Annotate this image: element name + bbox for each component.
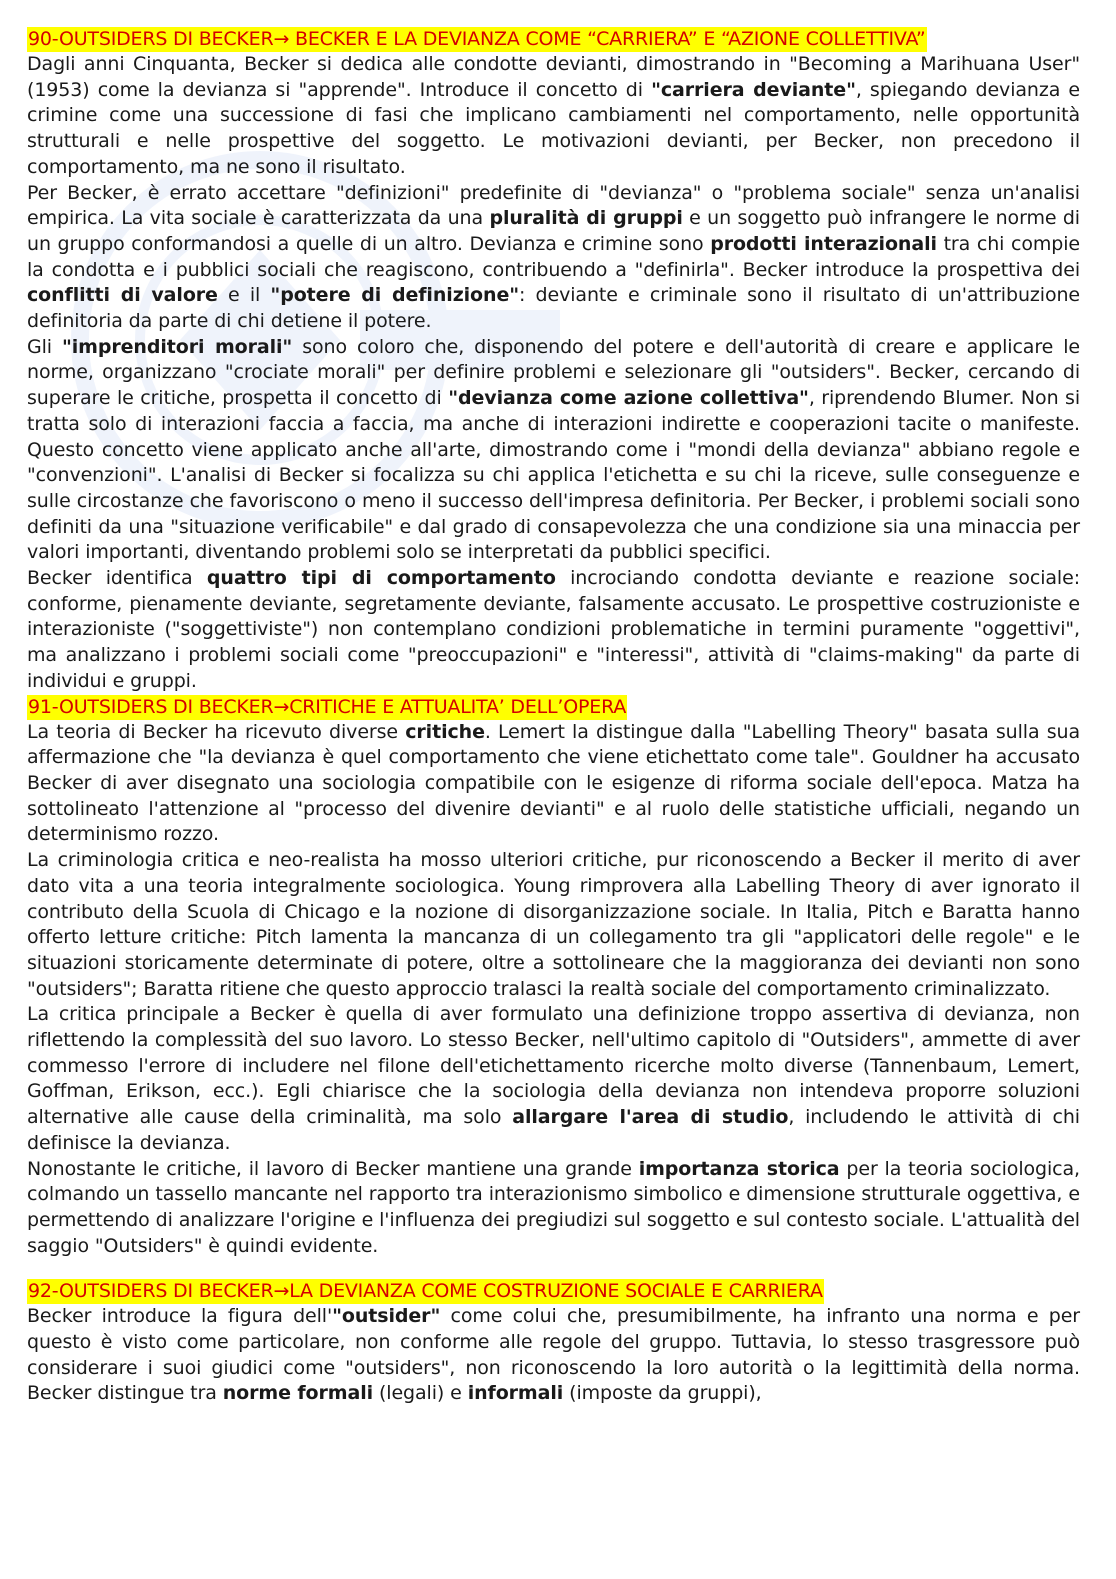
text-run: (imposte da gruppi), xyxy=(563,1382,762,1405)
bold-term: "carriera deviante" xyxy=(651,78,856,101)
text-run: Dagli anni Cinquanta, Becker si dedica alle condotte devianti, dimostrando in "Becoming a Marihuana User" (1953) come la devianza si "apprende". Introduce il concetto di xyxy=(27,53,1080,101)
section-heading-row xyxy=(27,27,1080,52)
bold-term: pluralità di gruppi xyxy=(489,207,683,230)
text-run: Becker identifica xyxy=(27,567,207,590)
text-run: , spiegando devianza e crimine come una successione di fasi che implicano cambiamenti nel comportamento, nelle opportunità strutturali e nelle prospettive del soggetto. Le motivazioni devianti, per Becker, non precedono il comportamento, ma ne sono il risultato. xyxy=(27,78,1080,178)
document-page xyxy=(27,27,1080,1407)
body-paragraph xyxy=(27,335,1080,566)
body-paragraph xyxy=(27,181,1080,335)
bold-term: "outsider" xyxy=(332,1305,441,1328)
bold-term: "devianza come azione collettiva" xyxy=(448,387,809,410)
bold-term: informali xyxy=(467,1382,564,1405)
text-run: La teoria di Becker ha ricevuto diverse xyxy=(27,720,406,743)
text-run: La critica principale a Becker è quella di aver formulato una definizione troppo assertiva di devianza, non riflettendo la complessità del suo lavoro. Lo stesso Becker, nell'ultimo capitolo di "Outsiders", ammette di aver commesso l'errore di includere nel filone dell'etichettamento ricerche molto diverse (Tannenbaum, Lemert, Goffman, Erikson, ecc.). Egli chiarisce che la sociologia della devianza non intendeva proporre soluzioni alternative alle cause della criminalità, ma solo xyxy=(27,1003,1080,1129)
bold-term: "imprenditori morali" xyxy=(61,335,293,358)
bold-term: allargare l'area di studio xyxy=(512,1106,789,1129)
text-run: e un soggetto può infrangere le norme di un gruppo conformandosi a quelle di un altro. Devianza e crimine sono xyxy=(27,207,1080,255)
body-paragraph xyxy=(27,566,1080,695)
section-heading-row xyxy=(27,1279,1080,1304)
text-run: La criminologia critica e neo-realista ha mosso ulteriori critiche, pur riconoscendo a Becker il merito di aver dato vita a una teoria integralmente sociologica. Young rimprovera alla Labelling Theory di aver ignorato il contributo della Scuola di Chicago e la nozione di disorganizzazione sociale. In Italia, Pitch e Baratta hanno offerto letture critiche: Pitch lamenta la mancanza di un collegamento tra gli "applicatori delle regole" e le situazioni storicamente determinate di potere, oltre a sottolineare che la maggioranza dei devianti non sono "outsiders"; Baratta ritiene che questo approccio tralasci la realtà sociale del comportamento criminalizzato. xyxy=(27,849,1080,1000)
text-run: , riprendendo Blumer. Non si tratta solo di interazioni faccia a faccia, ma anche di interazioni indirette e cooperazioni tacite o manifeste. Questo concetto viene applicato anche all'arte, dimostrando come i "mondi della devianza" abbiano regole e "convenzioni". L'analisi di Becker si focalizza su chi applica l'etichetta e su chi la riceve, sulle conseguenze e sulle circostanze che favoriscono o meno il successo dell'impresa definitoria. Per Becker, i problemi sociali sono definiti da una "situazione verificabile" e dal grado di consapevolezza che una condizione sia una minaccia per valori importanti, diventando problemi solo se interpretati da pubblici specifici. xyxy=(27,387,1080,564)
section-spacer xyxy=(27,1259,1080,1279)
bold-term: prodotti interazionali xyxy=(710,232,937,255)
text-run: incrociando condotta deviante e reazione sociale: conforme, pienamente deviante, segretamente deviante, falsamente accusato. Le prospettive costruzioniste e interazioniste ("soggettiviste") non contemplano condizioni problematiche in termini puramente "oggettivi", ma analizzano i problemi sociali come "preoccupazioni" e "interessi", attività di "claims-making" da parte di individui e gruppi. xyxy=(27,567,1080,692)
text-run: , includendo le attività di chi definisce la devianza. xyxy=(27,1106,1080,1154)
section-heading-row xyxy=(27,695,1080,720)
text-run: come colui che, presumibilmente, ha infranto una norma e per questo è visto come particolare, non conforme alle regole del gruppo. Tuttavia, lo stesso trasgressore può considerare i suoi giudici come "outsiders", non riconoscendo la loro autorità o la legittimità della norma. Becker distingue tra xyxy=(27,1305,1080,1405)
body-paragraph xyxy=(27,720,1080,849)
text-run: per la teoria sociologica, colmando un tassello mancante nel rapporto tra interazionismo simbolico e dimensione strutturale oggettiva, e permettendo di analizzare l'origine e l'influenza dei pregiudizi sul soggetto e sul contesto sociale. L'attualità del saggio "Outsiders" è quindi evidente. xyxy=(27,1157,1080,1257)
body-paragraph xyxy=(27,1157,1080,1260)
section-heading: 91-OUTSIDERS DI BECKER→CRITICHE E ATTUALITA’ DELL’OPERA xyxy=(28,695,627,718)
text-run: (legali) e xyxy=(373,1382,468,1405)
bold-term: importanza storica xyxy=(638,1157,840,1180)
bold-term: quattro tipi di comportamento xyxy=(206,567,556,590)
section-heading: 92-OUTSIDERS DI BECKER→LA DEVIANZA COME COSTRUZIONE SOCIALE E CARRIERA xyxy=(28,1280,823,1303)
section-heading: 90-OUTSIDERS DI BECKER→ BECKER E LA DEVIANZA COME “CARRIERA” E “AZIONE COLLETTIVA” xyxy=(28,28,926,50)
text-run: . Lemert la distingue dalla "Labelling Theory" basata sulla sua affermazione che "la devianza è quel comportamento che viene etichettato come tale". Gouldner ha accusato Becker di aver disegnato una sociologia compatibile con le esigenze di riforma sociale dell'epoca. Matza ha sottolineato l'attenzione al "processo del divenire devianti" e al ruolo delle statistiche ufficiali, negando un determinismo rozzo. xyxy=(27,720,1080,846)
body-paragraph xyxy=(27,1002,1080,1156)
bold-term: conflitti di valore xyxy=(27,284,218,307)
text-run: sono coloro che, disponendo del potere e dell'autorità di creare e applicare le norme, organizzano "crociate morali" per definire problemi e selezionare gli "outsiders". Becker, cercando di superare le critiche, prospetta il concetto di xyxy=(27,335,1080,410)
bold-term: "potere di definizione" xyxy=(270,284,520,307)
text-run: e il xyxy=(217,284,271,307)
text-run: : deviante e criminale sono il risultato di un'attribuzione definitoria da parte di chi detiene il potere. xyxy=(27,284,1080,333)
text-run: Per Becker, è errato accettare "definizioni" predefinite di "devianza" o "problema sociale" senza un'analisi empirica. La vita sociale è caratterizzata da una xyxy=(27,181,1080,230)
bold-term: norme formali xyxy=(222,1382,374,1405)
text-run: Gli xyxy=(27,335,62,358)
body-paragraph xyxy=(27,848,1080,1002)
body-paragraph xyxy=(27,1304,1080,1407)
body-paragraph xyxy=(27,52,1080,181)
text-run: Becker introduce la figura dell' xyxy=(27,1305,333,1328)
text-run: tra chi compie la condotta e i pubblici sociali che reagiscono, contribuendo a "definirla". Becker introduce la prospettiva dei xyxy=(27,232,1080,281)
bold-term: critiche xyxy=(405,720,485,743)
text-run: Nonostante le critiche, il lavoro di Becker mantiene una grande xyxy=(27,1157,639,1180)
